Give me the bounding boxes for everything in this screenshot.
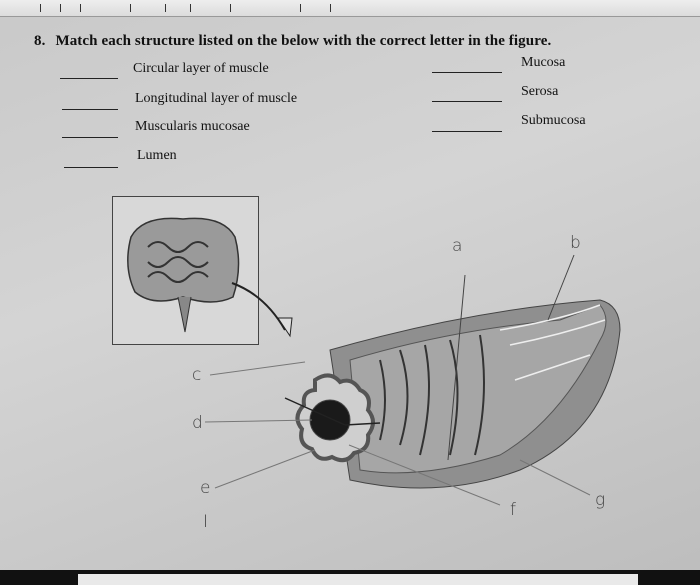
screen-bottom-edge xyxy=(0,570,700,585)
question-text: Match each structure listed on the below with the correct letter in the figure. xyxy=(55,33,552,49)
figure-label-f: f xyxy=(510,500,516,520)
term-muscularis-mucosae: Muscularis mucosae xyxy=(135,119,250,134)
pointer-arrow xyxy=(232,283,285,330)
figure-label-roman-one: I xyxy=(203,512,209,532)
tube-layers xyxy=(350,305,606,473)
figure-label-e: e xyxy=(200,478,211,498)
figure-label-b: b xyxy=(570,233,581,253)
term-serosa: Serosa xyxy=(521,84,559,99)
term-lumen: Lumen xyxy=(137,148,177,163)
term-circular-muscle: Circular layer of muscle xyxy=(133,61,269,76)
document-page-edge xyxy=(78,574,638,585)
term-longitudinal-muscle: Longitudinal layer of muscle xyxy=(135,91,298,106)
question-number: 8. xyxy=(34,33,46,49)
figure-label-a: a xyxy=(452,236,463,256)
term-mucosa: Mucosa xyxy=(521,55,566,70)
figure-label-d: d xyxy=(192,413,203,433)
figure-label-c: c xyxy=(192,365,202,385)
lumen-center xyxy=(310,400,350,440)
arrow-head-icon xyxy=(278,318,292,336)
term-submucosa: Submucosa xyxy=(521,113,586,128)
figure-label-g: g xyxy=(595,490,606,510)
